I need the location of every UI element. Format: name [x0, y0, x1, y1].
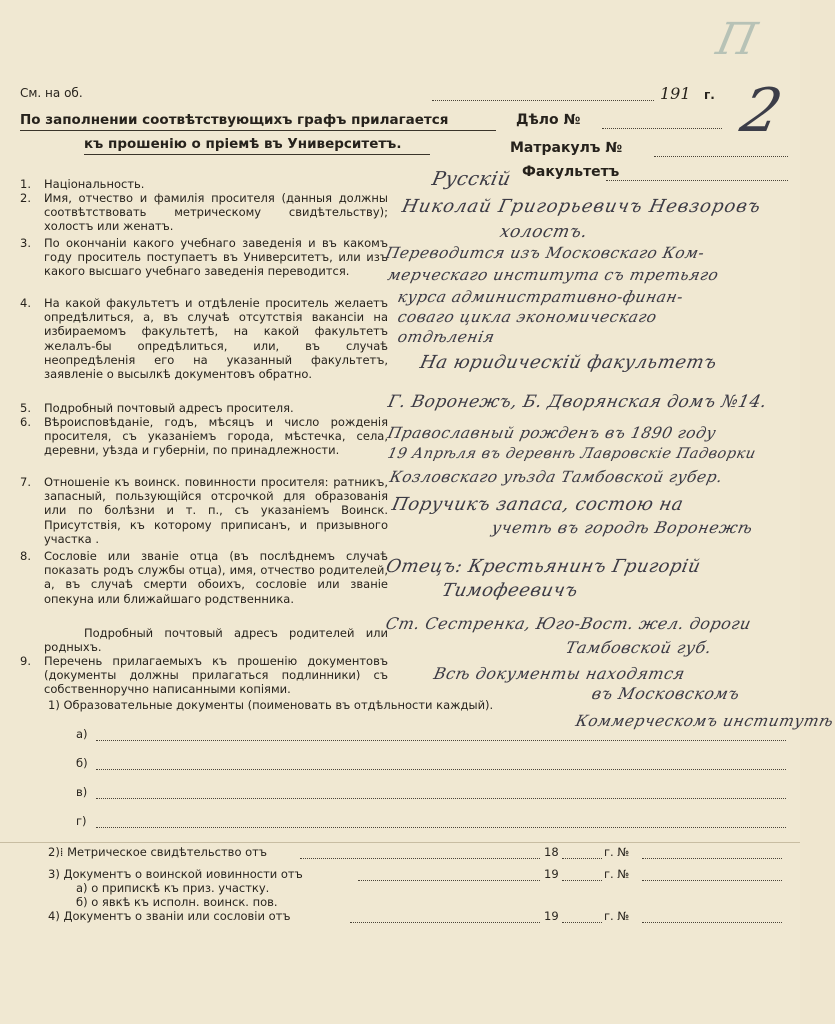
hw-birth-3: Козловскаго уѣзда Тамбовской губер. — [388, 468, 725, 486]
doc-line-b — [96, 769, 786, 770]
form-title-line2: къ прошенiю о прiемѣ въ Университетъ. — [84, 136, 402, 152]
paper-fold — [0, 842, 800, 843]
hw-birth-2: 19 Апрѣля въ деревнѣ Лавровскiе Падворки — [386, 446, 758, 462]
doc-item-2-line2 — [562, 858, 602, 859]
doc-item-3: 3) Документъ о воинской иовинности отъ — [48, 867, 303, 881]
hw-father-2: Тимофеевичъ — [440, 580, 580, 601]
hw-address: Г. Воронежъ, Б. Дворянская домъ №14. — [386, 392, 769, 412]
doc-letter-b: б) — [76, 756, 88, 770]
hw-birth-1: Православный рожденъ въ 1890 году — [386, 424, 718, 442]
ref-note: См. на об. — [20, 86, 83, 100]
hw-military-2: учетѣ въ городѣ Воронежѣ — [490, 518, 755, 537]
doc-line-v — [96, 798, 786, 799]
hw-parents-address-2: Тамбовской губ. — [564, 638, 714, 657]
case-line — [602, 128, 722, 129]
doc-item-1: 1) Образовательные документы (поименовать въ отдѣльности каждый). — [48, 698, 494, 712]
doc-item-2-line — [300, 858, 540, 859]
doc-line-a — [96, 740, 786, 741]
hw-docs-1: Всѣ документы находятся — [432, 664, 687, 683]
corner-pencil-mark: П — [712, 14, 762, 65]
case-number: 2 — [735, 76, 789, 146]
faculty-line — [606, 180, 788, 181]
hw-faculty: На юридическiй факультетъ — [418, 352, 719, 373]
doc-item-4-line — [350, 922, 540, 923]
doc-item-3-year: 19 — [544, 867, 559, 881]
form-page: П См. на об. 191 г. 2 По заполнении соотвѣтствующихъ графъ прилагается къ прошенiю о прiемѣ въ Университетъ. Дѣло № Матракулъ № Факультетъ 1. Нацiональность. 2. Имя, отчество и фамилiя просителя (данныя должны соотвѣтствовать метрическому свидѣтельству); холостъ или женатъ. 3. По окончанiи какого учебнаго заведенiя и въ какомъ году проситель поступаетъ въ Университетъ, или изъ какого высшаго учебнаго заведенiя переводится. 4. На какой факультетъ и отдѣленiе проситель желаетъ опредѣлиться, а, въ случаѣ отсутствiя вакансiи на избираемомъ факультетѣ, на какой факультетъ желалъ-бы опредѣлиться, или, въ случаѣ неопредѣленiя его на указанный факультетъ, заявленiе о высылкѣ документовъ обратно. 5. Подробный почтовый адресъ просителя. 6. Вѣроисповѣданiе, годъ, мѣсяцъ и число рожденiя просителя, съ указанiемъ города, мѣстечка, села, деревни, уѣзда и губернiи, по принадлежности. 7. Отношенiе къ воинск. повинности просителя: ратникъ, запасный, пользующiйся отсрочкой для образованiя или по болѣзни и т. п., съ указанiемъ Воинск. Присутствiя, къ которому приписанъ, и призывного участка . 8. Сословiе или званiе отца (въ послѣднемъ случаѣ показать родъ службы отца), имя, отчество родителей, а, въ случаѣ смерти обоихъ, сословiе или званiе опекуна или ближайшаго родственника. Подробный почтовый адресъ родителей или родныхъ. 9. Перечень прилагаемыхъ къ прошенiю документовъ (документы должны прилагаться подлинники) съ собственноручно написанными копiями. 1) Образовательные документы (поименовать въ отдѣльности каждый). а) б) в) г) 2)⁞ Метрическое свидѣтельство отъ 18 г. № 3) Документъ о воинской иовинности отъ 19 г. № а) о припискѣ къ приз. участку. б) о явкѣ къ исполн. воинск. пов. 4) Документъ о званiи или сословiи отъ 19 г. № Русскiй Николай Григорьевичъ Невзоровъ холостъ. Переводится изъ Московскаго Ком- мерческаго института съ третьяго курса административно-финан- соваго цикла экономическаго отдѣленiя На юридическiй факультетъ Г. Воронежъ, Б. Дворянская домъ №14. Православный рожденъ въ 1890 году 19 Апрѣля въ деревнѣ Лавровскiе Падворки Козловскаго уѣзда Тамбовской губер. Поручикъ запаса, состою на учетѣ въ городѣ Воронежѣ Отецъ: Крестьянинъ Григорiй Тимофеевичъ Ст. Сестренка, Юго-Вост. жел. дороги Тамбовской губ. Всѣ документы находятся въ Московскомъ Коммерческомъ институтѣ — [0, 0, 800, 1024]
matric-label: Матракулъ № — [510, 140, 623, 156]
doc-letter-a: а) — [76, 727, 88, 741]
doc-item-2-g: г. № — [604, 845, 630, 859]
hw-docs-3: Коммерческомъ институтѣ — [574, 712, 835, 730]
hw-parents-address-1: Ст. Сестренка, Юго-Вост. жел. дороги — [384, 614, 753, 633]
hw-transfer-2: мерческаго института съ третьяго — [386, 266, 721, 284]
date-line — [432, 100, 654, 101]
hw-nationality: Русскiй — [430, 168, 513, 190]
hw-father-1: Отецъ: Крестьянинъ Григорiй — [384, 556, 703, 577]
doc-item-4-line2 — [562, 922, 602, 923]
year-suffix: г. — [704, 88, 715, 102]
doc-item-2-year: 18 — [544, 845, 559, 859]
doc-item-2-line3 — [642, 858, 782, 859]
hw-marital: холостъ. — [498, 222, 590, 242]
doc-item-3-g: г. № — [604, 867, 630, 881]
doc-line-g — [96, 827, 786, 828]
doc-item-4-line3 — [642, 922, 782, 923]
title-underline1 — [20, 130, 496, 131]
title-underline2 — [84, 154, 430, 155]
doc-item-4: 4) Документъ о званiи или сословiи отъ — [48, 909, 291, 923]
hw-transfer-3: курса административно-финан- — [396, 288, 685, 306]
doc-item-4-g: г. № — [604, 909, 630, 923]
doc-item-3-line — [358, 880, 540, 881]
hw-transfer-5: отдѣленiя — [396, 328, 497, 346]
hw-name: Николай Григорьевичъ Невзоровъ — [400, 196, 764, 217]
doc-item-4-year: 19 — [544, 909, 559, 923]
doc-letter-g: г) — [76, 814, 87, 828]
doc-item-3-line2 — [562, 880, 602, 881]
doc-letter-v: в) — [76, 785, 88, 799]
doc-item-2: 2)⁞ Метрическое свидѣтельство отъ — [48, 845, 267, 859]
doc-item-3b: б) о явкѣ къ исполн. воинск. пов. — [76, 895, 278, 909]
matric-line — [654, 156, 788, 157]
doc-item-3a: а) о припискѣ къ приз. участку. — [76, 881, 270, 895]
hw-transfer-4: соваго цикла экономическаго — [396, 308, 659, 326]
hw-docs-2: въ Московскомъ — [590, 684, 742, 703]
faculty-label: Факультетъ — [522, 164, 620, 180]
case-label: Дѣло № — [516, 112, 581, 128]
hw-transfer-1: Переводится изъ Московскаго Ком- — [384, 244, 707, 262]
form-title-line1: По заполнении соотвѣтствующихъ графъ прилагается — [20, 112, 449, 128]
hw-military-1: Поручикъ запаса, состою на — [390, 494, 686, 515]
year-label: 191 — [660, 84, 691, 103]
doc-item-3-line3 — [642, 880, 782, 881]
